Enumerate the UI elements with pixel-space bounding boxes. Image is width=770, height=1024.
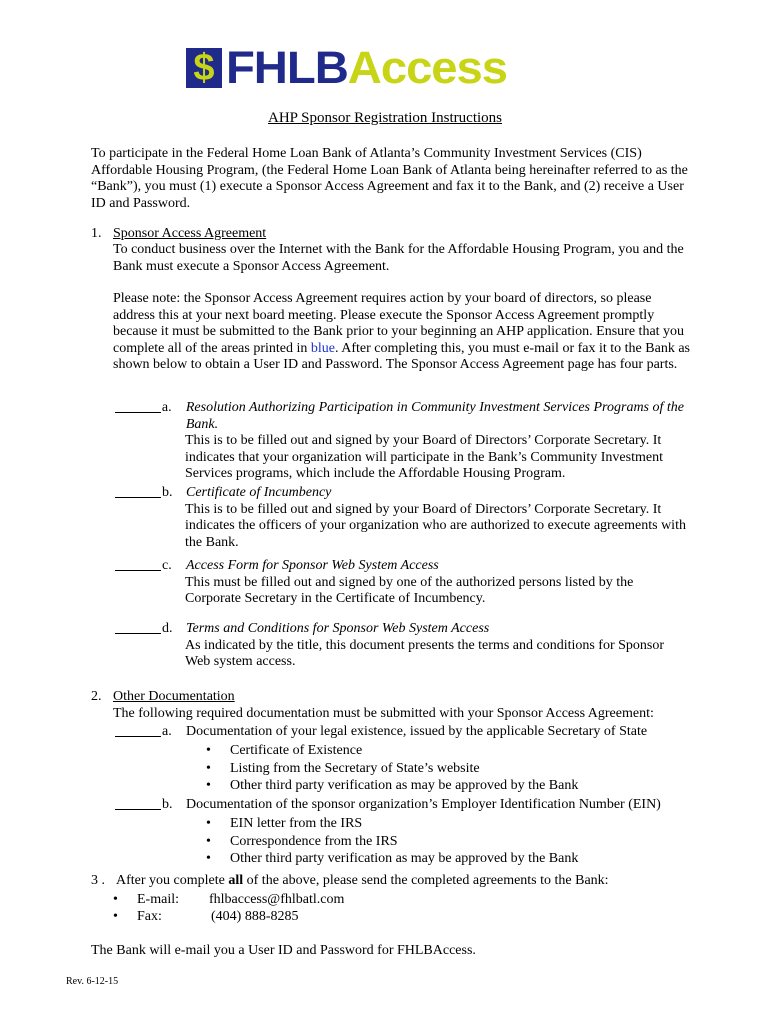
section2-number: 2. bbox=[91, 689, 102, 704]
checkoff-blank[interactable] bbox=[115, 400, 161, 413]
para2-blue-word: blue bbox=[310, 340, 335, 356]
bullet-icon: • bbox=[206, 778, 211, 793]
documentation-a bbox=[115, 724, 690, 741]
logo-access: Access bbox=[347, 42, 508, 93]
part-letter: a. bbox=[161, 400, 172, 415]
bullet-icon: • bbox=[206, 816, 211, 831]
part-body: This is to be filled out and signed by your Board of Directors’ Corporate Secretary. It indicates that your organization will participate in the Bank’s Community Investment Services programs, which include the Affordable Housing Program. bbox=[185, 433, 663, 481]
section3-number: 3 . bbox=[91, 873, 105, 888]
para2-text-b: . After completing this, you must e-mail or fax it to the Bank as shown below to obtain a User ID and Password. The Sponsor Access Agreement page has four parts. bbox=[113, 340, 690, 372]
bullet-icon: • bbox=[206, 833, 211, 849]
intro-paragraph: To participate in the Federal Home Loan Bank of Atlanta’s Community Investment Services (CIS) Affordable Housing Program, (the Federal Home Loan Bank of Atlanta being hereinafter referred to as the “Bank”), you must (1) execute a Sponsor Access Agreement and fax it to the Bank, and (2) receive a User ID and Password. bbox=[91, 146, 688, 211]
part-body: As indicated by the title, this document presents the terms and conditions for Sponsor Web system access. bbox=[185, 637, 665, 669]
contact-list bbox=[113, 892, 344, 926]
section1-title: Sponsor Access Agreement bbox=[113, 226, 267, 241]
email-value[interactable]: fhlbaccess@fhlbatl.com bbox=[209, 892, 345, 907]
fhlbaccess-logo bbox=[186, 42, 508, 93]
fax-label: Fax: bbox=[137, 909, 162, 924]
part-letter: b. bbox=[162, 485, 173, 500]
part-letter: d. bbox=[162, 621, 173, 636]
doc-text: Documentation of your legal existence, issued by the applicable Secretary of State bbox=[186, 724, 648, 739]
section1-para2 bbox=[113, 291, 693, 374]
checkoff-blank[interactable] bbox=[115, 485, 161, 498]
list-item bbox=[206, 743, 578, 761]
checkoff-blank[interactable] bbox=[115, 797, 161, 810]
agreement-part-c bbox=[115, 558, 690, 608]
list-item bbox=[206, 778, 578, 796]
email-label: E-mail: bbox=[137, 892, 179, 907]
page-title: AHP Sponsor Registration Instructions bbox=[267, 110, 503, 126]
section3-text-a: After you complete bbox=[116, 873, 229, 888]
checkoff-blank[interactable] bbox=[115, 724, 161, 737]
part-title: Resolution Authorizing Participation in Community Investment Services Programs of the Bank. bbox=[185, 400, 684, 432]
section3-text-b: of the above, please send the completed agreements to the Bank: bbox=[243, 873, 609, 888]
checkoff-blank[interactable] bbox=[115, 558, 161, 571]
email-row bbox=[113, 892, 344, 909]
section3-heading bbox=[91, 873, 609, 890]
bullet-text: Certificate of Existence bbox=[230, 743, 363, 758]
agreement-part-d bbox=[115, 621, 690, 671]
agreement-part-b bbox=[115, 485, 690, 551]
part-title: Terms and Conditions for Sponsor Web System Access bbox=[186, 621, 490, 636]
doc-text: Documentation of the sponsor organization’s Employer Identification Number (EIN) bbox=[186, 797, 661, 812]
list-item bbox=[206, 816, 578, 834]
closing-sentence: The Bank will e-mail you a User ID and Password for FHLBAccess. bbox=[91, 943, 476, 958]
list-item bbox=[206, 851, 578, 869]
logo-wordmark bbox=[226, 44, 507, 92]
section2-title: Other Documentation bbox=[113, 689, 235, 704]
list-item bbox=[206, 761, 578, 779]
part-body: This must be filled out and signed by one of the authorized persons listed by the Corporate Secretary in the Certificate of Incumbency. bbox=[185, 574, 634, 606]
dollar-logo-icon: $ bbox=[186, 48, 222, 88]
section2-heading bbox=[91, 689, 235, 706]
bullet-text: Correspondence from the IRS bbox=[230, 833, 398, 849]
documentation-b bbox=[115, 797, 690, 814]
para2-text-a: Please note: the Sponsor Access Agreement requires action by your board of directors, so please address this at your next board meeting. Please execute the Sponsor Access Agreement promptly because it must be submitted to the Bank prior to your beginning an AHP application. Ensure that you complete all of the areas printed in bbox=[113, 291, 685, 356]
agreement-part-a bbox=[115, 400, 690, 483]
part-title: Certificate of Incumbency bbox=[186, 485, 332, 500]
revision-date: Rev. 6-12-15 bbox=[66, 976, 119, 987]
logo-fhlb: FHLB bbox=[226, 42, 348, 93]
list-item bbox=[206, 834, 578, 852]
bullet-icon: • bbox=[113, 909, 118, 924]
doc-letter: a. bbox=[162, 724, 172, 739]
bullet-icon: • bbox=[113, 892, 118, 907]
checkoff-blank[interactable] bbox=[115, 621, 161, 634]
bullet-text: Listing from the Secretary of State’s website bbox=[230, 760, 480, 776]
part-letter: c. bbox=[162, 558, 172, 573]
section2-intro: The following required documentation must be submitted with your Sponsor Access Agreement: bbox=[113, 706, 654, 721]
doc-letter: b. bbox=[162, 797, 173, 812]
documentation-b-bullets bbox=[206, 816, 578, 869]
documentation-a-bullets bbox=[206, 743, 578, 796]
part-body: This is to be filled out and signed by your Board of Directors’ Corporate Secretary. It indicates the officers of your organization who are authorized to execute agreements with the Bank. bbox=[185, 501, 686, 550]
section3-text-bold: all bbox=[228, 873, 244, 888]
fax-row bbox=[113, 909, 344, 926]
bullet-text: EIN letter from the IRS bbox=[230, 816, 363, 831]
bullet-text: Other third party verification as may be approved by the Bank bbox=[230, 778, 579, 793]
fax-value: (404) 888-8285 bbox=[211, 909, 299, 924]
section1-heading bbox=[91, 226, 266, 243]
bullet-icon: • bbox=[206, 760, 211, 776]
bullet-icon: • bbox=[206, 743, 211, 758]
bullet-text: Other third party verification as may be approved by the Bank bbox=[230, 851, 579, 866]
section1-number: 1. bbox=[91, 226, 102, 241]
bullet-icon: • bbox=[206, 851, 211, 866]
section1-para1: To conduct business over the Internet with the Bank for the Affordable Housing Program, you and the Bank must execute a Sponsor Access Agreement. bbox=[113, 242, 684, 274]
part-title: Access Form for Sponsor Web System Access bbox=[186, 558, 439, 573]
